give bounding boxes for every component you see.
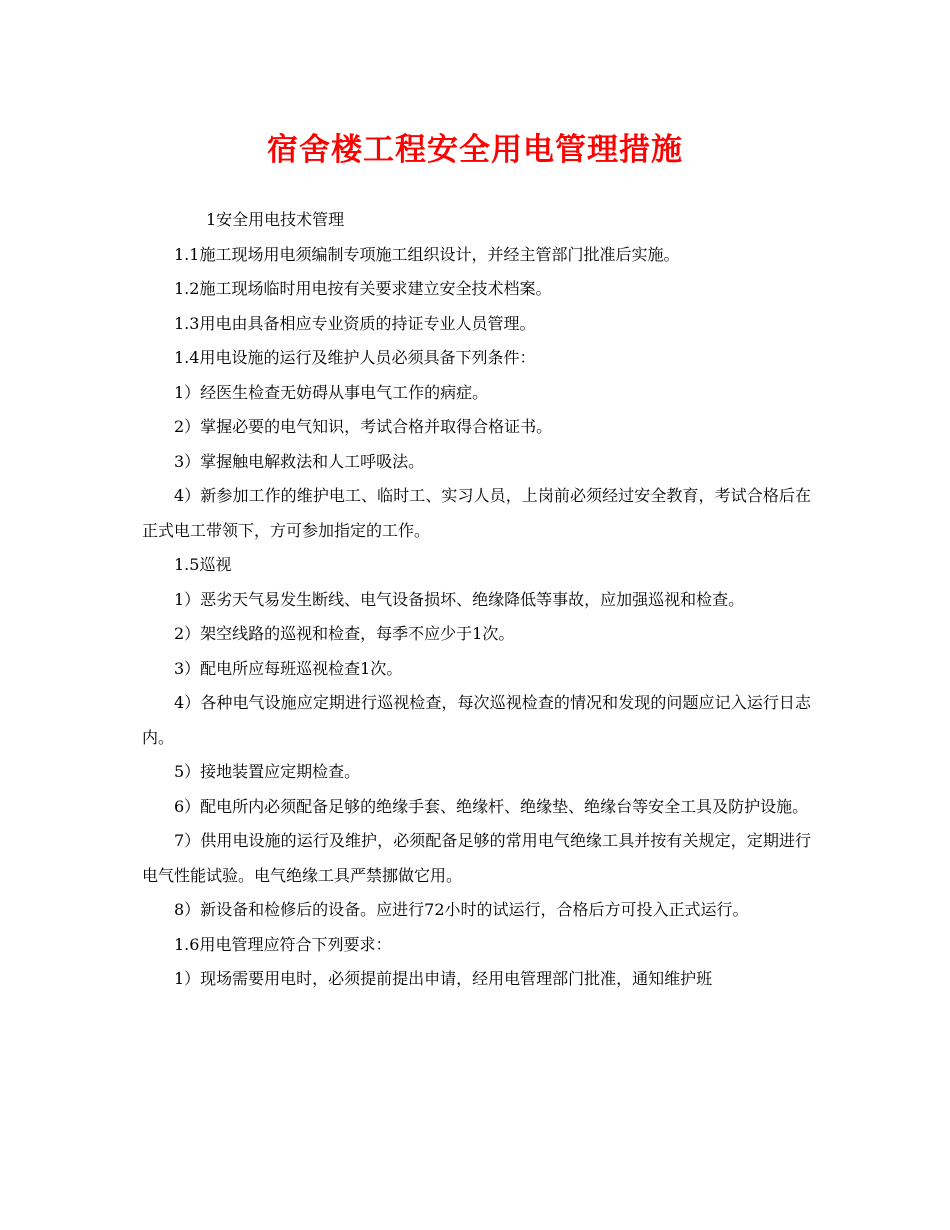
list-item: 4）各种电气设施应定期进行巡视检查，每次巡视检查的情况和发现的问题应记入运行日志内。 — [142, 693, 811, 747]
list-item: 3）掌握触电解救法和人工呼吸法。 — [174, 451, 425, 471]
list-item: 7）供用电设施的运行及维护，必须配备足够的常用电气绝缘工具并按有关规定，定期进行电气性能试验。电气绝缘工具严禁挪做它用。 — [142, 831, 811, 885]
document-title: 宿舍楼工程安全用电管理措施 — [267, 132, 683, 168]
list-item: 3）配电所应每班巡视检查1次。 — [174, 658, 403, 678]
list-item: 5）接地装置应定期检查。 — [174, 762, 361, 781]
list-item: 1）现场需要用电时，必须提前提出申请，经用电管理部门批准，通知维护班 — [174, 969, 713, 988]
document-body — [142, 203, 811, 997]
paragraph: 1.4用电设施的运行及维护人员必须具备下列条件： — [174, 348, 536, 367]
list-item: 2）掌握必要的电气知识，考试合格并取得合格证书。 — [174, 417, 553, 436]
paragraph: 1.5巡视 — [174, 555, 232, 574]
paragraph: 1.6用电管理应符合下列要求： — [174, 934, 392, 954]
list-item: 1）恶劣天气易发生断线、电气设备损坏、绝缘降低等事故，应加强巡视和检查。 — [174, 589, 745, 609]
list-item: 4）新参加工作的维护电工、临时工、实习人员，上岗前必须经过安全教育，考试合格后在正式电工带领下，方可参加指定的工作。 — [142, 486, 811, 540]
list-item: 6）配电所内必须配备足够的绝缘手套、绝缘杆、绝缘垫、绝缘台等安全工具及防护设施。 — [174, 796, 809, 816]
list-item: 1）经医生检查无妨碍从事电气工作的病症。 — [174, 382, 489, 402]
list-item: 2）架空线路的巡视和检查，每季不应少于1次。 — [174, 624, 515, 643]
paragraph: 1.1施工现场用电须编制专项施工组织设计，并经主管部门批准后实施。 — [174, 244, 680, 264]
paragraph: 1.2施工现场临时用电按有关要求建立安全技术档案。 — [174, 279, 552, 298]
list-item: 8）新设备和检修后的设备。应进行72小时的试运行，合格后方可投入正式运行。 — [174, 900, 749, 919]
section-heading: 1安全用电技术管理 — [206, 210, 345, 229]
paragraph: 1.3用电由具备相应专业资质的持证专业人员管理。 — [174, 313, 536, 333]
